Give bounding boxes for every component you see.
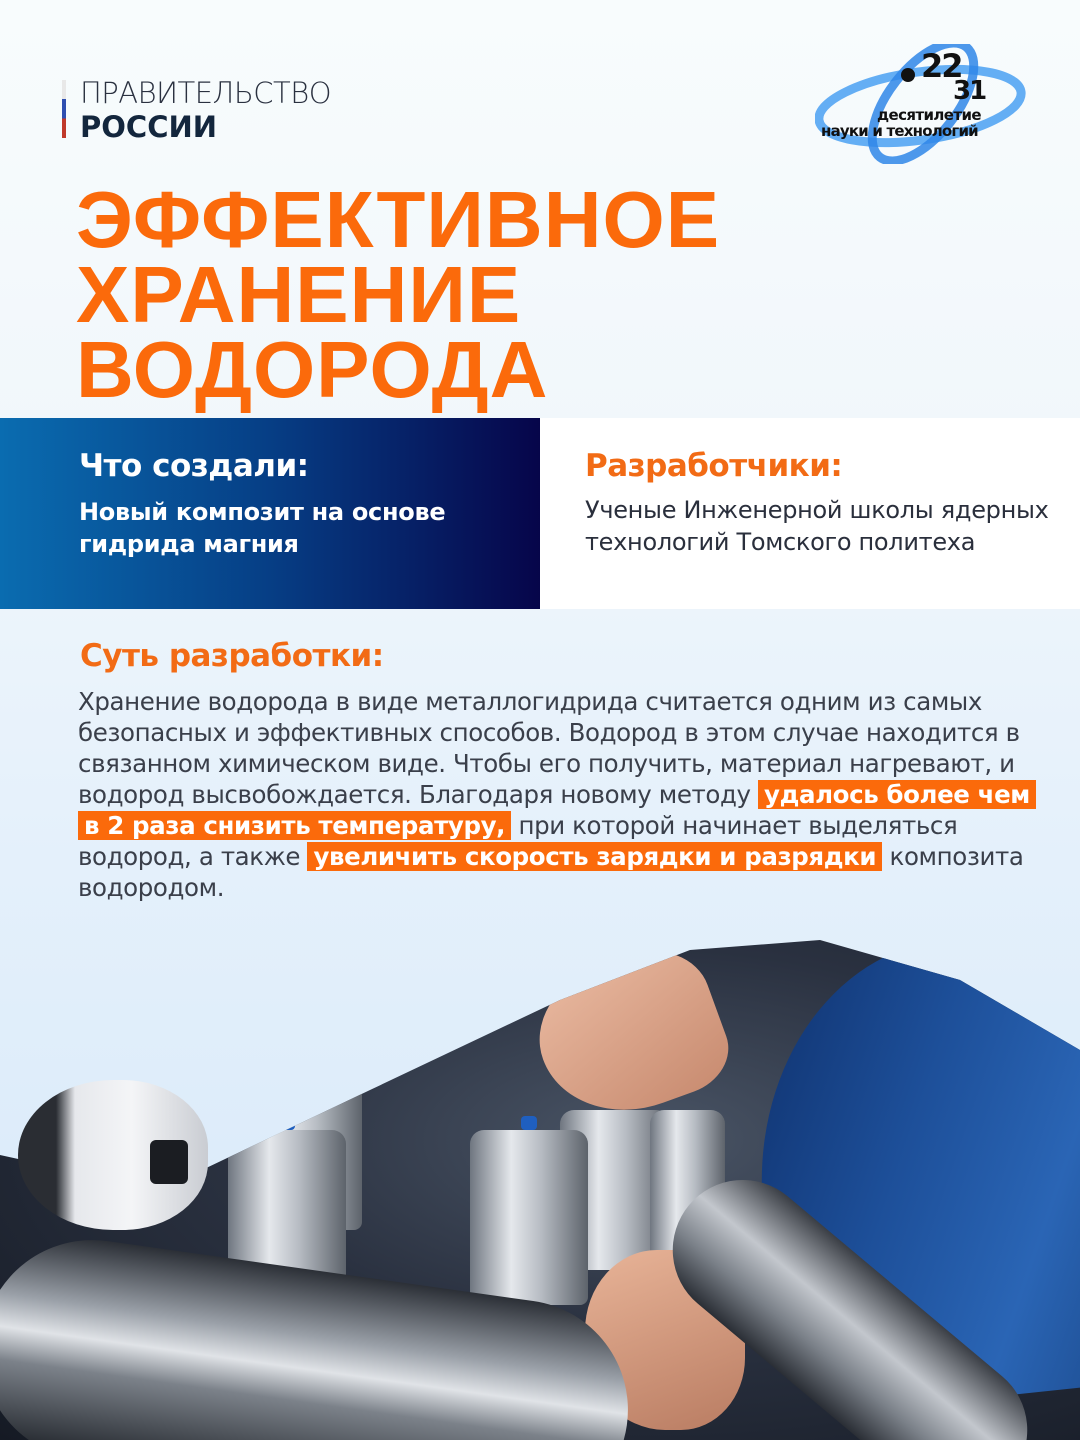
developers-heading: Разработчики: [585, 448, 843, 484]
title-line-2: ХРАНЕНИЕ [76, 250, 522, 339]
russian-flag-stripe-icon [62, 80, 66, 138]
logo-year-start: 22 [921, 47, 962, 85]
essence-segment: композита водородом. [78, 842, 1024, 902]
what-created-heading: Что создали: [79, 448, 309, 484]
gauge-connector [150, 1140, 188, 1184]
decade-of-science-logo [815, 44, 1030, 164]
title-line-1: ЭФФЕКТИВНОЕ [76, 175, 721, 264]
essence-heading: Суть разработки: [80, 638, 384, 674]
what-created-panel [0, 418, 540, 609]
essence-segment: при которой начинает выделяться водород, а также [78, 811, 958, 871]
blue-cap-icon [279, 1116, 295, 1130]
pressure-gauge [18, 1080, 208, 1230]
gov-logo-line2: РОССИИ [80, 110, 218, 144]
what-created-text: Новый композит на основе гидрида магния [79, 498, 446, 558]
lab-equipment-photo [0, 940, 1080, 1440]
technician-hand-upper [520, 940, 740, 1136]
gov-logo-line1: ПРАВИТЕЛЬСТВО [80, 76, 332, 110]
essence-highlight: удалось более чем в 2 раза снизить температуру, [78, 780, 1036, 840]
blue-cap-icon [296, 1070, 312, 1084]
essence-segment: Хранение водорода в виде металлогидрида считается одним из самых безопасных и эффективных способов. Водород в этом случае находится в связанном химическом виде. Чтобы его получить, материал нагревают, и водород высвобождается. Благодаря новому методу [78, 687, 1020, 809]
developers-text: Ученые Инженерной школы ядерных технологий Томского политеха [585, 496, 1049, 556]
page-title [76, 175, 721, 414]
info-band [0, 418, 1080, 609]
metal-cylinder [470, 1130, 588, 1305]
logo-year-end: 31 [953, 76, 986, 106]
logo-text-line2: науки и технологий [821, 122, 978, 140]
essence-text [78, 686, 1038, 903]
developers-panel [540, 418, 1080, 609]
logo-text-line1: десятилетие [877, 106, 981, 124]
title-line-3: ВОДОРОДА [76, 325, 549, 414]
logo-dot [901, 68, 915, 82]
blue-cap-icon [521, 1116, 537, 1130]
essence-highlight: увеличить скорость зарядки и разрядки [307, 842, 882, 871]
